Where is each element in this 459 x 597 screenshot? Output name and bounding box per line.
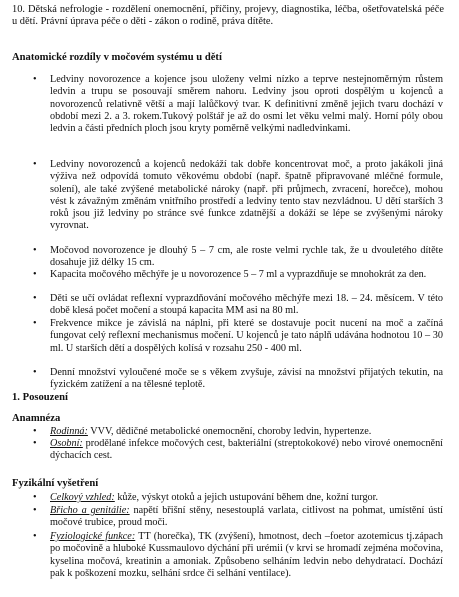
item-label: Fyziologické funkce: <box>50 531 136 542</box>
list-item <box>0 492 443 505</box>
list-item <box>0 426 443 438</box>
item-label: Osobní: <box>50 438 83 449</box>
subsection-title-examination: Fyzikální vyšetření <box>12 478 99 489</box>
list-item: • Močovod novorozence je dlouhý 5 – 7 cm, ale roste velmi rychle tak, že u dvouletého dítěte dosahuje již délky 15 cm. <box>0 245 443 269</box>
examination-list <box>0 492 443 593</box>
list-item: • Denní množství vyloučené moče se s věkem zvyšuje, závisí na množství přijatých tekutin, na fyzickém zatížení a na tělesné teplotě. <box>0 367 443 392</box>
list-item <box>0 531 443 593</box>
item-text: VVV, dědičné metabolické onemocnění, choroby ledvin, hypertenze. <box>87 426 372 437</box>
anatomy-list <box>0 74 443 392</box>
item-label: Břicho a genitálie: <box>50 505 130 516</box>
item-text: TT (horečka), TK (zvýšení), hmotnost, dech –foetor azotemicus tj.zápach po močovině a hluboké Kussmaulovo dýchání při urémii (v krvi se hromadí zejména močovina, kyselina močová, kreatinin a amoniak. Způsobeno selháním ledvin nebo dehydratací. Dochází pak k poškození mozku, selhání srdce či selhání ventilace). <box>50 531 443 579</box>
section-title-anatomy: Anatomické rozdíly v močovém systému u dětí <box>12 52 222 63</box>
item-text: kůže, výskyt otoků a jejich ustupování během dne, kožní turgor. <box>114 492 379 503</box>
list-item: • Děti se učí ovládat reflexní vyprazdňování močového měchýře mezi 18. – 24. měsícem. V této době klesá počet močení a stoupá kapacita MM asi na 80 ml. <box>0 293 443 318</box>
anamnesis-list <box>0 426 443 463</box>
list-item: • Kapacita močového měchýře je u novorozence 5 – 7 ml a vyprazdňuje se mnohokrát za den. <box>0 269 443 293</box>
item-label: Celkový vzhled: <box>50 492 115 503</box>
list-item <box>0 505 443 531</box>
list-item: • Ledviny novorozenců a kojenců nedokáží tak dobře koncentrovat moč, a proto jakákoli jiná výživa než odpovídá tomuto věkovému období (např. špatně připravované mléčné formule, solení), ale také zvýšené metabolické nároky (např. při průjmech, zvracení, horečce), mohou vést k závažným změnám vnitřního prostředí a ledviny tento stav nezvládnou. U dětí starších 3 roků jsou již ledviny po stránce své funkce zdatnější a dokáží se lépe se zvýšenými nároky vyrovnat. <box>0 159 443 245</box>
item-text: napětí břišní stěny, nesestouplá varlata, citlivost na pohmat, umístění ústí močové trubice, proud moči. <box>50 505 443 529</box>
item-text: prodělané infekce močových cest, bakteriální (streptokokové) nebo virové onemocnění dýchacích cest. <box>50 438 443 462</box>
list-item: • Frekvence mikce je závislá na náplni, při které se dostavuje pocit nucení na moč a začíná fungovat celý reflexní mechanismus močení. U kojenců je tato náplň udávána hodnotou 10 – 30 ml. U starších dětí a dospělých kolísá v rozsahu 250 - 400 ml. <box>0 318 443 367</box>
list-item: • Ledviny novorozence a kojence jsou uloženy velmi nízko a teprve nestejnoměrným růstem ledvin a trupu se posouvají směrem nahoru. Ledviny jsou oproti dospělým u kojenců a novorozenců relativně větší a mají lalůčkový tvar. K definitivní změně jejich tvaru dochází v období mezi 2. a 3. rokem.Tukový polštář je až do osmi let věku velmi malý. Horní póly obou ledvin a části předních ploch jsou kryty poměrně velkými nadledvinkami. <box>0 74 443 159</box>
section-title-assessment: 1. Posouzení <box>12 392 68 403</box>
list-item <box>0 438 443 463</box>
item-label: Rodinná: <box>50 426 88 437</box>
subsection-title-anamnesis: Anamnéza <box>12 413 61 424</box>
document-heading: 10. Dětská nefrologie - rozdělení onemocnění, příčiny, projevy, diagnostika, léčba, ošetřovatelská péče u dětí. Právní úprava péče o děti - zákon o rodině, práva dítěte. <box>12 4 444 28</box>
